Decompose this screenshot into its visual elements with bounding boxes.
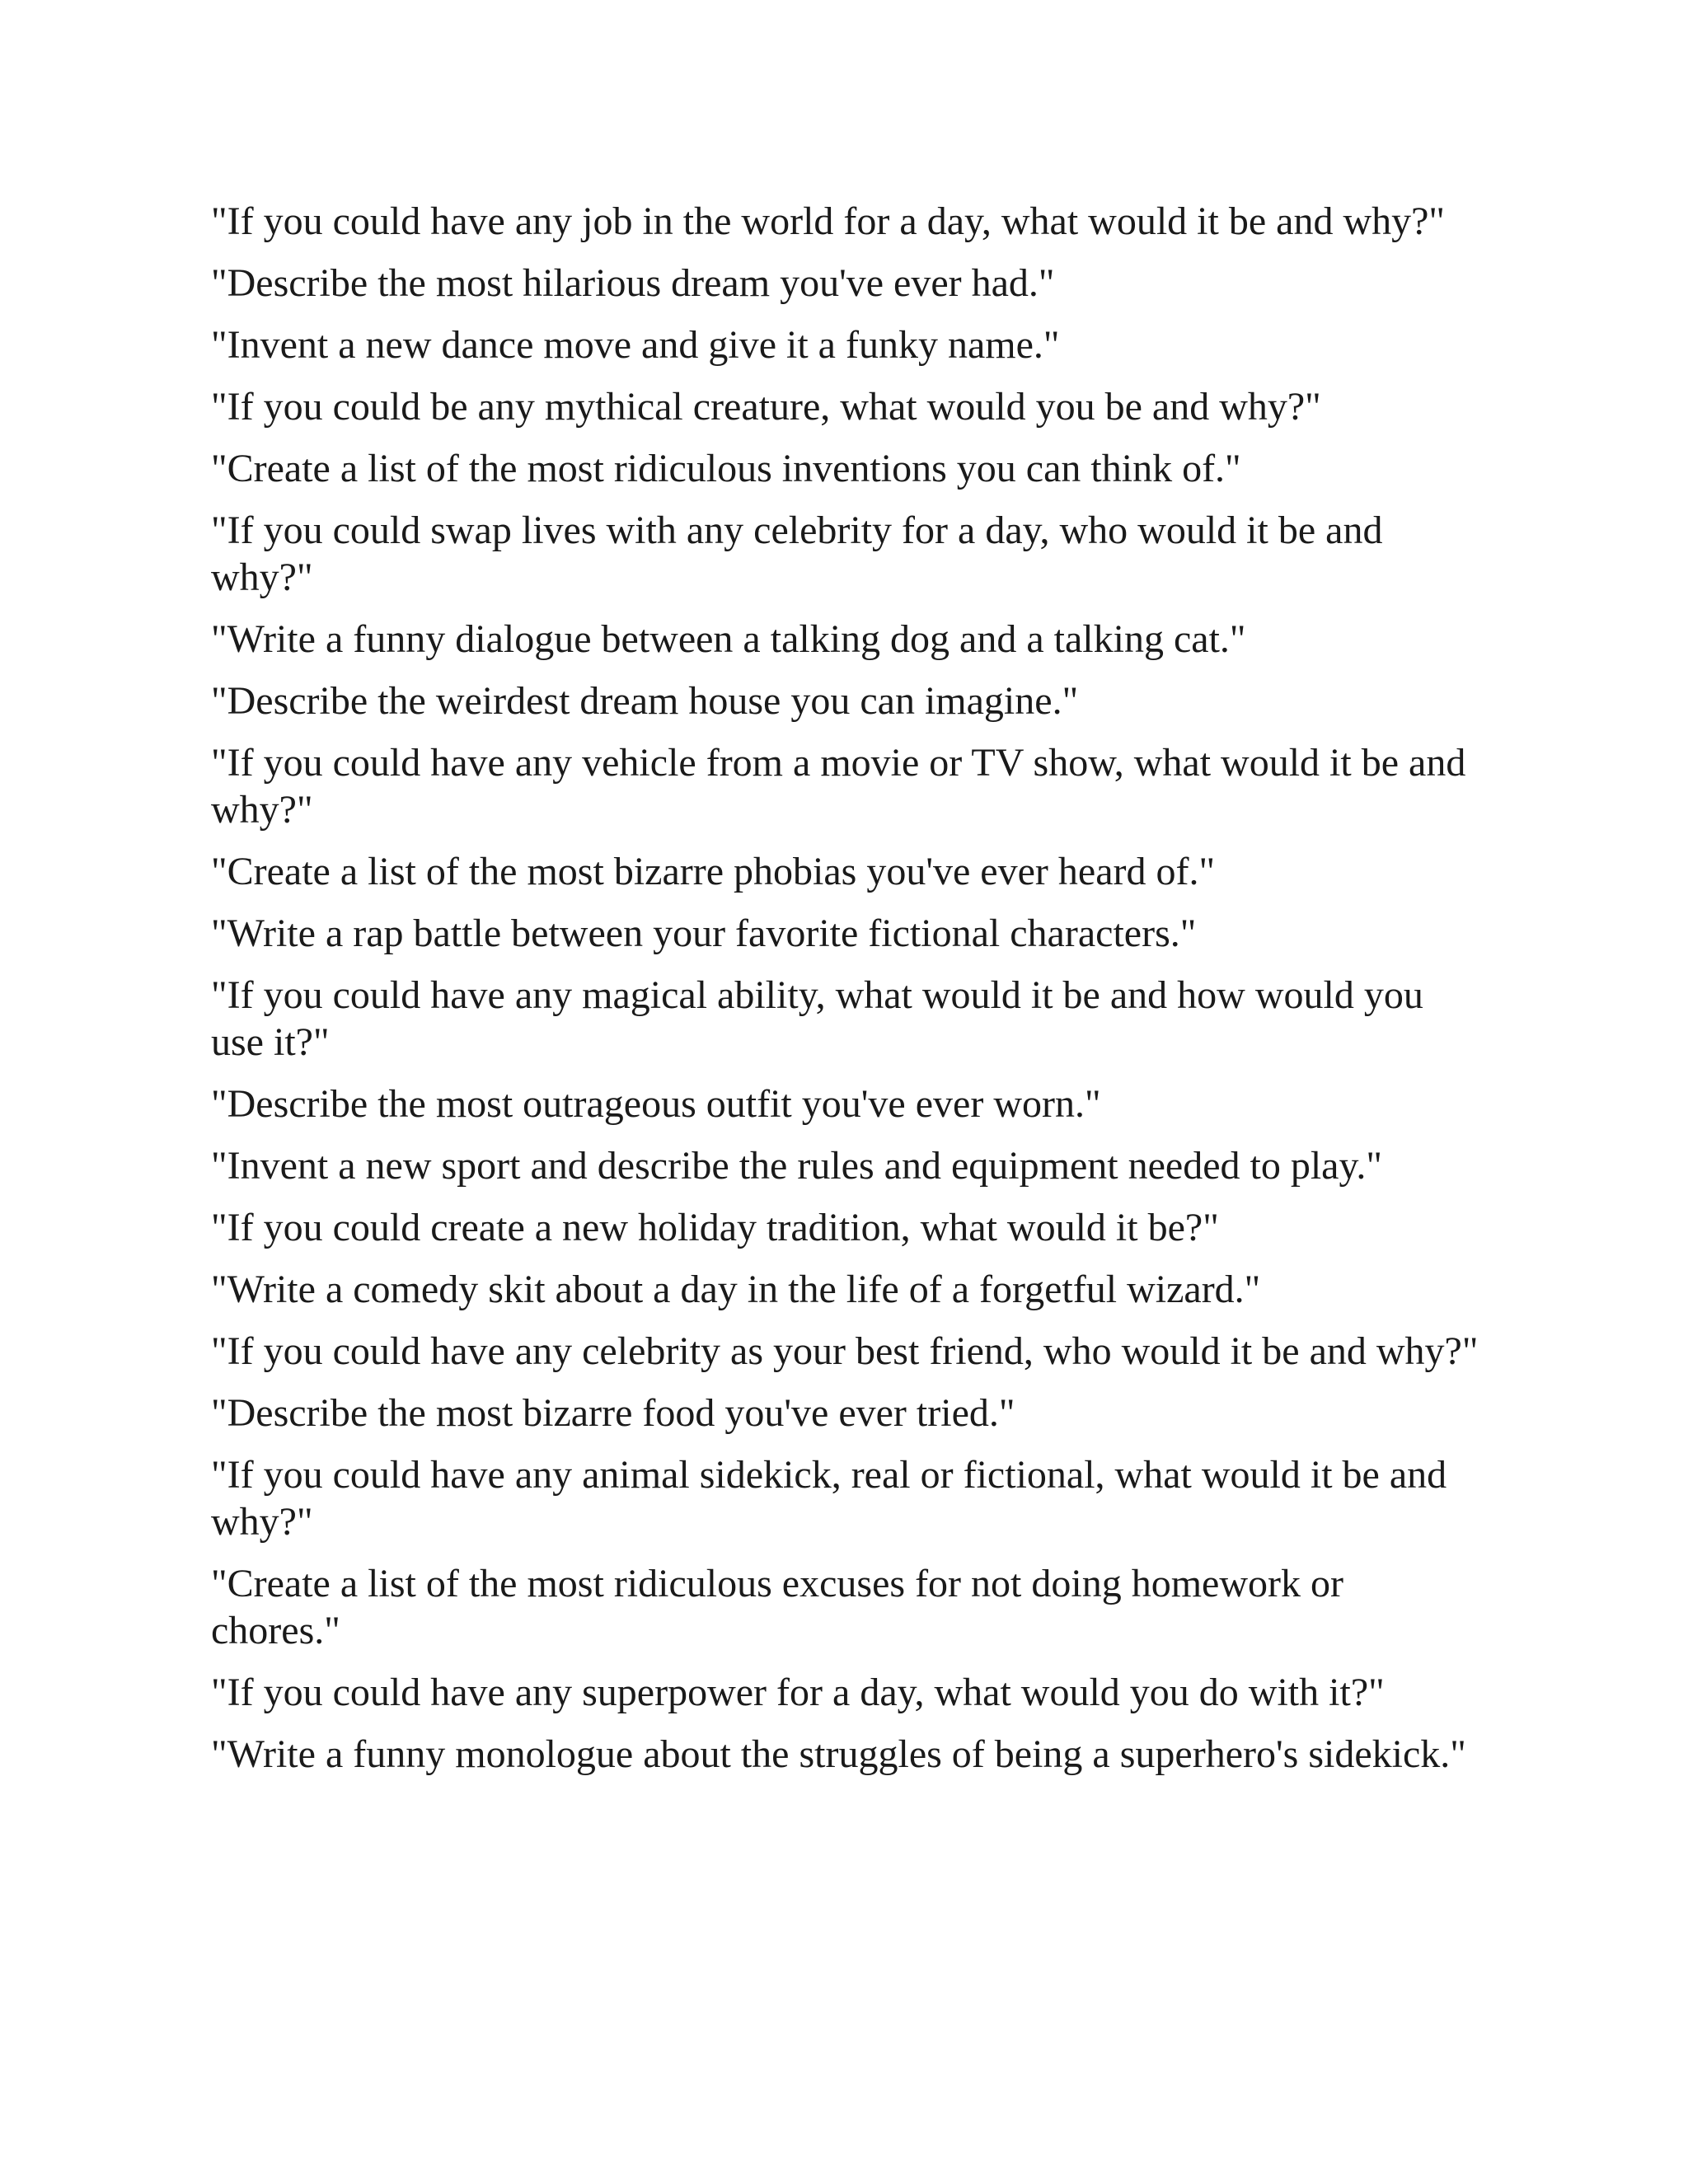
prompt-item: "Write a comedy skit about a day in the life of a forgetful wizard." [211, 1268, 1261, 1311]
prompt-item: "Invent a new sport and describe the rules and equipment needed to play." [211, 1144, 1382, 1188]
prompt-item: "If you could be any mythical creature, what would you be and why?" [211, 385, 1321, 429]
prompt-item: "Write a funny dialogue between a talking dog and a talking cat." [211, 617, 1246, 661]
prompt-item: "Write a rap battle between your favorite fictional characters." [211, 912, 1197, 955]
prompt-item: "If you could swap lives with any celebrity for a day, who would it be and why?" [211, 509, 1383, 599]
prompt-item: "If you could have any magical ability, what would it be and how would you use it?" [211, 973, 1423, 1064]
prompt-item: "Describe the most bizarre food you've ever tried." [211, 1391, 1015, 1435]
prompt-item: "If you could create a new holiday tradition, what would it be?" [211, 1206, 1219, 1249]
prompt-item: "If you could have any celebrity as your best friend, who would it be and why?" [211, 1329, 1479, 1373]
prompt-item: "Create a list of the most ridiculous inventions you can think of." [211, 447, 1241, 490]
prompt-item: "If you could have any job in the world for a day, what would it be and why?" [211, 199, 1446, 243]
prompt-item: "If you could have any animal sidekick, real or fictional, what would it be and why?" [211, 1453, 1447, 1544]
prompt-item: "Write a funny monologue about the struggles of being a superhero's sidekick." [211, 1732, 1466, 1776]
prompt-item: "Describe the weirdest dream house you can imagine." [211, 679, 1079, 723]
prompt-item: "If you could have any superpower for a day, what would you do with it?" [211, 1671, 1385, 1714]
prompt-item: "Create a list of the most ridiculous excuses for not doing homework or chores." [211, 1562, 1343, 1652]
prompt-item: "Describe the most outrageous outfit you've ever worn." [211, 1082, 1101, 1126]
prompt-item: "Describe the most hilarious dream you've ever had." [211, 261, 1055, 305]
prompt-list [211, 198, 1480, 1793]
prompt-item: "If you could have any vehicle from a movie or TV show, what would it be and why?" [211, 741, 1466, 832]
prompt-item: "Create a list of the most bizarre phobias you've ever heard of." [211, 850, 1216, 893]
prompt-item: "Invent a new dance move and give it a funky name." [211, 323, 1060, 367]
